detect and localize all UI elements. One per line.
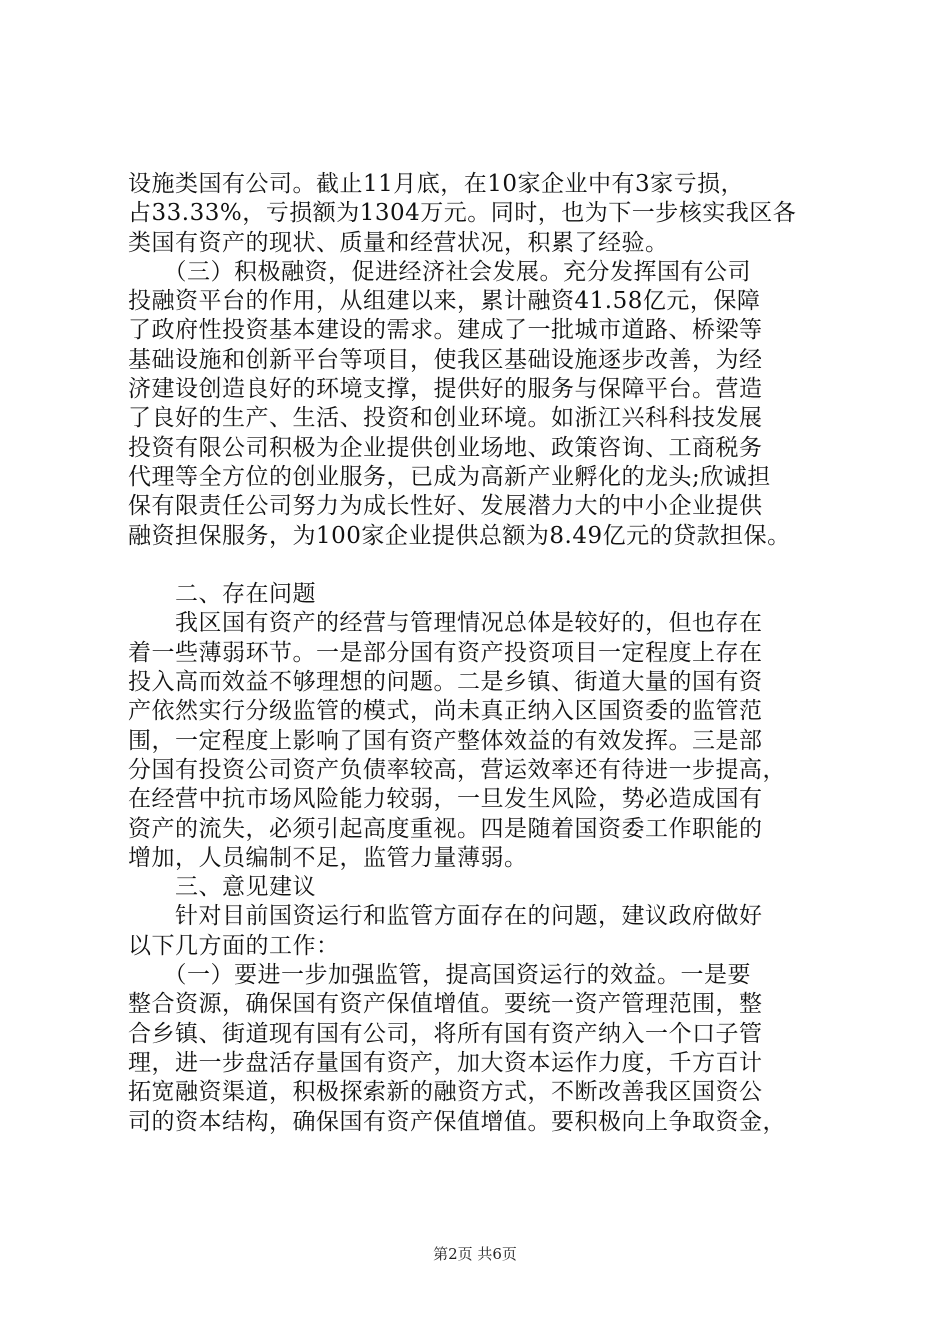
- text-line: 占33.33%，亏损额为1304万元。同时，也为下一步核实我区各: [128, 200, 797, 227]
- text-line: 保有限责任公司努力为成长性好、发展潜力大的中小企业提供: [128, 493, 763, 520]
- text-line: 济建设创造良好的环境支撑，提供好的服务与保障平台。营造: [128, 376, 763, 403]
- text-line: 投融资平台的作用，从组建以来，累计融资41.58亿元，保障: [128, 288, 761, 315]
- text-line: 以下几方面的工作：: [128, 932, 340, 959]
- section-heading: 二、存在问题: [128, 581, 316, 608]
- text-line: 基础设施和创新平台等项目，使我区基础设施逐步改善，为经: [128, 346, 763, 373]
- text-line: 理，进一步盘活存量国有资产，加大资本运作力度，千方百计: [128, 1049, 763, 1076]
- text-line: 围，一定程度上影响了国有资产整体效益的有效发挥。三是部: [128, 727, 763, 754]
- text-line: 投入高而效益不够理想的问题。二是乡镇、街道大量的国有资: [128, 669, 763, 696]
- blank-line: [128, 551, 888, 580]
- text-line: 了政府性投资基本建设的需求。建成了一批城市道路、桥梁等: [128, 317, 763, 344]
- text-line: 融资担保服务，为100家企业提供总额为8.49亿元的贷款担保。: [128, 522, 791, 549]
- text-line: 合乡镇、街道现有国有公司，将所有国有资产纳入一个口子管: [128, 1020, 763, 1047]
- text-line: 针对目前国资运行和监管方面存在的问题，建议政府做好: [128, 903, 763, 930]
- text-line: 类国有资产的现状、质量和经营状况，积累了经验。: [128, 229, 669, 256]
- text-line: 代理等全方位的创业服务，已成为高新产业孵化的龙头;欣诚担: [128, 463, 771, 490]
- text-line: 产依然实行分级监管的模式，尚未真正纳入区国资委的监管范: [128, 698, 763, 725]
- section-heading: 三、意见建议: [128, 874, 316, 901]
- text-line: （三）积极融资，促进经济社会发展。充分发挥国有公司: [128, 258, 751, 285]
- text-line: 设施类国有公司。截止11月底，在10家企业中有3家亏损，: [128, 171, 745, 197]
- text-line: 增加，人员编制不足，监管力量薄弱。: [128, 844, 528, 871]
- text-line: 着一些薄弱环节。一是部分国有资产投资项目一定程度上存在: [128, 639, 763, 666]
- body-text: [128, 170, 888, 1137]
- text-line: （一）要进一步加强监管，提高国资运行的效益。一是要: [128, 962, 751, 989]
- text-line: 资产的流失，必须引起高度重视。四是随着国资委工作职能的: [128, 815, 763, 842]
- text-line: 了良好的生产、生活、投资和创业环境。如浙江兴科科技发展: [128, 405, 763, 432]
- text-line: 整合资源，确保国有资产保值增值。要统一资产管理范围，整: [128, 991, 763, 1018]
- text-line: 我区国有资产的经营与管理情况总体是较好的，但也存在: [128, 610, 763, 637]
- text-line: 司的资本结构，确保国有资产保值增值。要积极向上争取资金，: [128, 1108, 786, 1135]
- page-footer: 第2页 共6页: [433, 1245, 517, 1263]
- text-line: 拓宽融资渠道，积极探索新的融资方式，不断改善我区国资公: [128, 1079, 763, 1106]
- text-line: 投资有限公司积极为企业提供创业场地、政策咨询、工商税务: [128, 434, 763, 461]
- text-line: 分国有投资公司资产负债率较高，营运效率还有待进一步提高，: [128, 756, 786, 783]
- text-line: 在经营中抗市场风险能力较弱，一旦发生风险，势必造成国有: [128, 786, 763, 813]
